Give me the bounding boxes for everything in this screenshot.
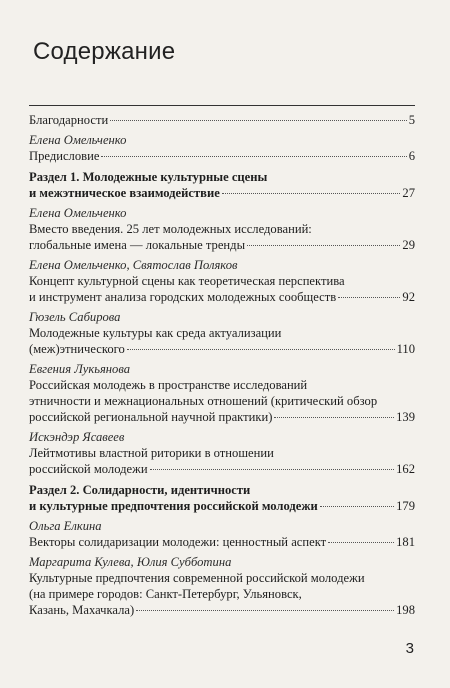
toc-page-number: 179 bbox=[396, 499, 415, 513]
dot-leader bbox=[110, 120, 407, 121]
toc-entry-title: российской молодежи bbox=[29, 462, 148, 476]
dot-leader bbox=[222, 193, 401, 194]
toc-page-number: 162 bbox=[396, 462, 415, 476]
toc-entry-line: Культурные предпочтения современной российской молодежи bbox=[29, 571, 365, 585]
toc-entry-line: Раздел 2. Солидарности, идентичности bbox=[29, 483, 251, 497]
toc-entry bbox=[29, 112, 415, 128]
toc-entry-title: и межэтническое взаимодействие bbox=[29, 186, 220, 200]
toc-author: Елена Омельченко bbox=[29, 206, 127, 220]
dot-leader bbox=[328, 542, 394, 543]
toc-entry-title: Векторы солидаризации молодежи: ценностный аспект bbox=[29, 535, 327, 549]
dot-leader bbox=[127, 349, 395, 350]
toc-entry-title: российской региональной научной практики) bbox=[29, 410, 273, 424]
toc-author: Маргарита Кулева, Юлия Субботина bbox=[29, 555, 232, 569]
toc-author: Елена Омельченко bbox=[29, 133, 127, 147]
toc-page-number: 27 bbox=[402, 186, 415, 200]
dot-leader bbox=[136, 610, 394, 611]
toc-entry-title: глобальные имена — локальные тренды bbox=[29, 238, 246, 252]
toc-entry bbox=[29, 205, 415, 253]
toc-author: Евгения Лукьянова bbox=[29, 362, 131, 376]
dot-leader bbox=[274, 417, 394, 418]
toc-page-number: 198 bbox=[396, 603, 415, 617]
toc-entry-line: Молодежные культуры как среда актуализации bbox=[29, 326, 282, 340]
divider bbox=[29, 105, 415, 106]
toc-entry-line: Лейтмотивы властной риторики в отношении bbox=[29, 446, 274, 460]
toc-page-number: 139 bbox=[396, 410, 415, 424]
toc-entry-title: Предисловие bbox=[29, 149, 100, 163]
toc-entry-line: Раздел 1. Молодежные культурные сцены bbox=[29, 170, 268, 184]
dot-leader bbox=[150, 469, 395, 470]
page-number: 3 bbox=[405, 640, 414, 657]
toc-entry bbox=[29, 257, 415, 305]
toc-entry-title: и инструмент анализа городских молодежных сообществ bbox=[29, 290, 337, 304]
toc-section-entry bbox=[29, 482, 415, 514]
toc-entry bbox=[29, 518, 415, 550]
toc-entry-line: Вместо введения. 25 лет молодежных исследований: bbox=[29, 222, 312, 236]
toc-page-number: 92 bbox=[402, 290, 415, 304]
toc-entry bbox=[29, 309, 415, 357]
toc-entry bbox=[29, 361, 415, 425]
toc-entry-line: (на примере городов: Санкт-Петербург, Ульяновск, bbox=[29, 587, 302, 601]
table-of-contents bbox=[29, 112, 415, 622]
toc-page-number: 5 bbox=[408, 113, 415, 127]
toc-entry-title: Казань, Махачкала) bbox=[29, 603, 135, 617]
toc-entry-title: Благодарности bbox=[29, 113, 109, 127]
toc-entry bbox=[29, 429, 415, 477]
toc-entry-line: этничности и межнациональных отношений (критический обзор bbox=[29, 394, 378, 408]
dot-leader bbox=[247, 245, 400, 246]
toc-page-number: 181 bbox=[396, 535, 415, 549]
toc-entry-line: Концепт культурной сцены как теоретическая перспектива bbox=[29, 274, 345, 288]
toc-author: Гюзель Сабирова bbox=[29, 310, 121, 324]
toc-page-number: 6 bbox=[408, 149, 415, 163]
dot-leader bbox=[320, 506, 394, 507]
toc-section-entry bbox=[29, 169, 415, 201]
dot-leader bbox=[101, 156, 406, 157]
toc-author: Елена Омельченко, Святослав Поляков bbox=[29, 258, 238, 272]
toc-author: Искэндэр Ясавеев bbox=[29, 430, 125, 444]
toc-entry-line: Российская молодежь в пространстве исследований bbox=[29, 378, 308, 392]
toc-page-number: 29 bbox=[402, 238, 415, 252]
toc-page-number: 110 bbox=[396, 342, 415, 356]
toc-entry bbox=[29, 554, 415, 618]
toc-entry-title: (меж)этнического bbox=[29, 342, 125, 356]
dot-leader bbox=[338, 297, 400, 298]
toc-author: Ольга Елкина bbox=[29, 519, 102, 533]
toc-entry-title: и культурные предпочтения российской молодежи bbox=[29, 499, 318, 513]
page-title: Содержание bbox=[33, 38, 176, 65]
toc-entry bbox=[29, 132, 415, 164]
